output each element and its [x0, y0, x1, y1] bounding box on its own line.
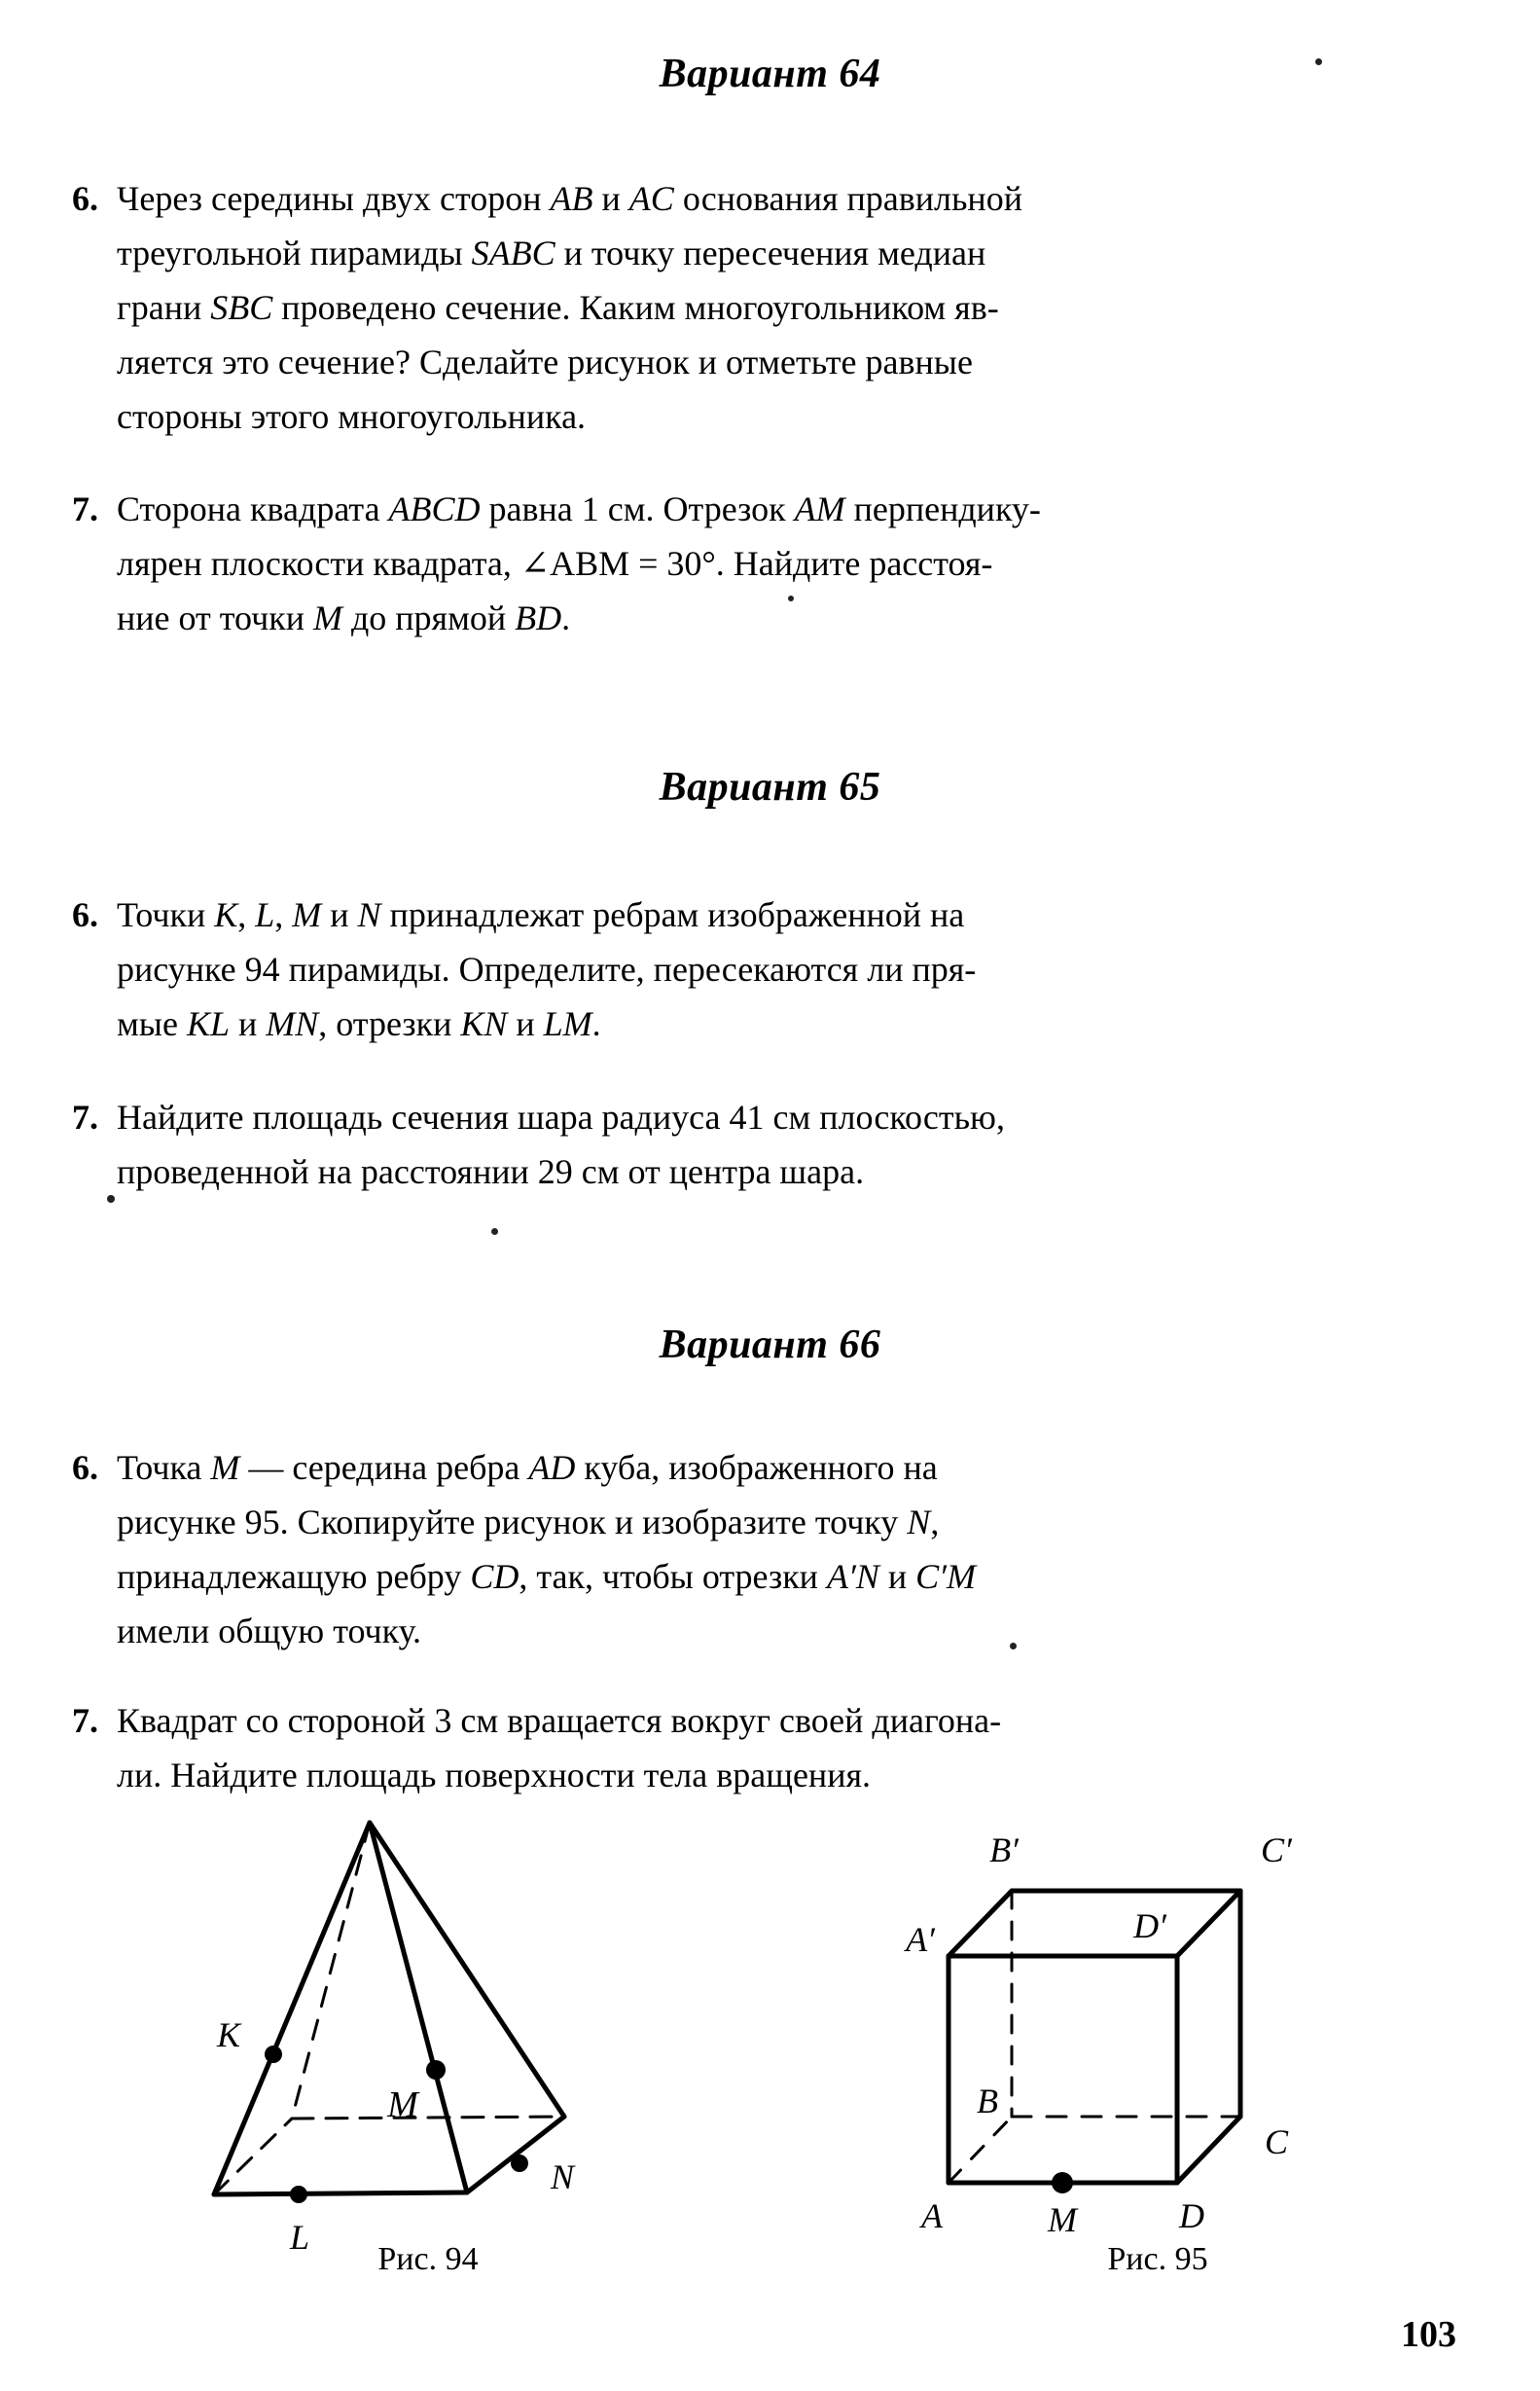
variant-66-heading: Вариант 66 [659, 1322, 881, 1367]
pyramid-hidden-lateral-edge [292, 1823, 370, 2119]
cube-hidden-edge-AB [949, 2117, 1012, 2183]
cube-label-C: C [1264, 2122, 1289, 2161]
problem-text [117, 482, 1411, 645]
problem-line: Найдите площадь сечения шара радиуса 41 см плоскостью, [117, 1098, 1005, 1137]
problem-line: Точки K, L, M и N принадлежат ребрам изображенной на [117, 895, 965, 934]
pyramid-label-N: N [550, 2157, 575, 2196]
problem-line: Точка M — середина ребра AD куба, изображенного на [117, 1448, 938, 1487]
problem-line: имели общую точку. [117, 1612, 421, 1650]
problem-number: 7. [72, 1701, 98, 1740]
problem-line: проведенной на расстоянии 29 см от центра шара. [117, 1152, 865, 1191]
pyramid-diagram [175, 1795, 681, 2282]
cube-edge-Cprime-Dprime [1177, 1891, 1240, 1956]
point-K-marker [265, 2046, 282, 2063]
problem-line: ние от точки M до прямой BD. [117, 598, 571, 637]
problem-number: 7. [72, 489, 98, 528]
problem-number: 7. [72, 1098, 98, 1137]
figure-95-caption: Рис. 95 [1107, 2241, 1208, 2277]
cube-edge-D-C [1177, 2117, 1240, 2183]
pyramid-lateral-edge-right [370, 1823, 564, 2117]
cube-label-Aprime: A′ [906, 1920, 935, 1959]
scan-speck [107, 1195, 115, 1203]
scan-speck [491, 1228, 498, 1235]
problem-line: треугольной пирамиды SABC и точку пересечения медиан [117, 234, 986, 272]
problem-66-6 [72, 1440, 1434, 1658]
cube-label-D: D [1179, 2196, 1204, 2235]
problem-number: 6. [72, 895, 98, 934]
pyramid-hidden-base-edge-left [214, 2119, 292, 2194]
problem-text [117, 171, 1411, 444]
point-M-marker [1052, 2172, 1073, 2193]
cube-label-B: B [977, 2082, 998, 2120]
problem-65-7 [72, 1090, 1434, 1199]
problem-line: ляется это сечение? Сделайте рисунок и отметьте равные [117, 343, 973, 381]
problem-text [117, 1440, 1411, 1658]
problem-line: принадлежащую ребру CD, так, чтобы отрезки A′N и C′M [117, 1557, 976, 1596]
scan-speck [1315, 58, 1322, 65]
problem-line: лярен плоскости квадрата, ∠ABM = 30°. Найдите расстоя- [117, 544, 993, 583]
problem-line: ли. Найдите площадь поверхности тела вращения. [117, 1756, 872, 1794]
problem-line: Квадрат со стороной 3 см вращается вокруг своей диагона- [117, 1701, 1002, 1740]
problem-text [117, 888, 1411, 1051]
problem-number: 6. [72, 1448, 98, 1487]
point-L-marker [290, 2186, 307, 2203]
figure-95 [895, 1795, 1420, 2282]
pyramid-label-K: K [216, 2015, 241, 2054]
scan-speck [788, 596, 794, 601]
pyramid-lateral-edge-left [214, 1823, 370, 2194]
problem-64-7 [72, 482, 1434, 645]
cube-edge-Aprime-Bprime [949, 1891, 1012, 1956]
cube-label-A: A [921, 2196, 943, 2235]
problem-line: мые KL и MN, отрезки KN и LM. [117, 1004, 601, 1043]
cube-diagram [895, 1795, 1420, 2282]
pyramid-base-edge-front [214, 2192, 467, 2194]
cube-label-Cprime: C′ [1261, 1830, 1292, 1869]
problem-line: стороны этого многоугольника. [117, 397, 587, 436]
problem-line: Сторона квадрата ABCD равна 1 см. Отрезок AM перпендику- [117, 489, 1041, 528]
problem-text [117, 1090, 1411, 1199]
point-N-marker [511, 2155, 528, 2172]
point-M-marker [426, 2060, 446, 2080]
cube-label-M: M [1048, 2200, 1077, 2239]
problem-number: 6. [72, 179, 98, 218]
problem-66-7 [72, 1693, 1434, 1802]
pyramid-label-M: M [387, 2084, 418, 2125]
pyramid-lateral-edge-front [370, 1823, 467, 2192]
problem-line: рисунке 95. Скопируйте рисунок и изобразите точку N, [117, 1503, 940, 1541]
scan-speck [1010, 1643, 1017, 1649]
figure-94 [175, 1795, 681, 2282]
problem-line: Через середины двух сторон AB и AC основания правильной [117, 179, 1022, 218]
page-number: 103 [1401, 2314, 1456, 2355]
problem-line: грани SBC проведено сечение. Каким многоугольником яв- [117, 288, 999, 327]
pyramid-label-L: L [289, 2218, 310, 2257]
cube-label-Bprime: B′ [989, 1830, 1019, 1869]
pyramid-hidden-base-edge-back [292, 2117, 564, 2119]
cube-label-Dprime: D′ [1133, 1906, 1166, 1945]
problem-64-6 [72, 171, 1434, 444]
variant-64-heading: Вариант 64 [659, 52, 881, 96]
problem-65-6 [72, 888, 1434, 1051]
figure-94-caption: Рис. 94 [377, 2241, 479, 2277]
problem-line: рисунке 94 пирамиды. Определите, пересекаются ли пря- [117, 950, 977, 989]
problem-text [117, 1693, 1411, 1802]
variant-65-heading: Вариант 65 [659, 765, 881, 810]
